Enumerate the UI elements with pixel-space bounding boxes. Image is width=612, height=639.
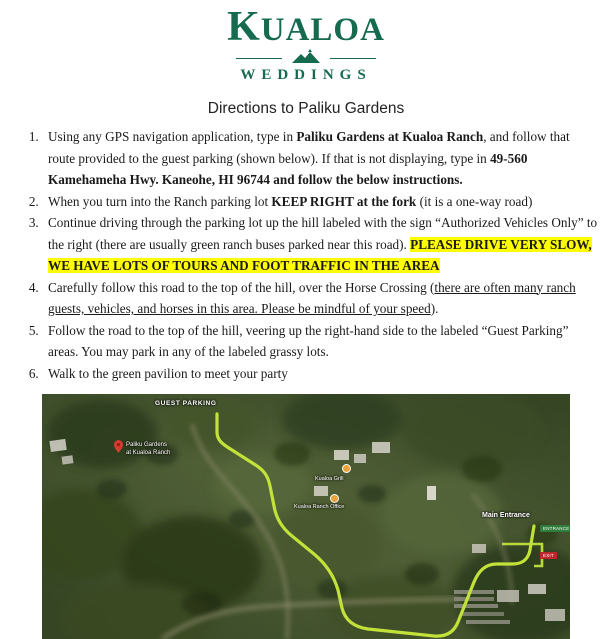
route-map[interactable] — [42, 394, 570, 639]
logo-wordmark — [227, 6, 385, 48]
step-text: Using any GPS navigation application, type in — [48, 129, 297, 144]
step-text: Walk to the green pavilion to meet your party — [48, 365, 288, 381]
direction-step — [42, 212, 598, 277]
map-satellite-image — [42, 394, 570, 639]
logo-letter: K — [227, 4, 261, 50]
map-label-main-entrance: Main Entrance — [482, 512, 530, 519]
logo-subtitle: WEDDINGS — [240, 67, 372, 83]
direction-step — [42, 320, 598, 363]
map-label-paliku-line1: Paliku Gardens — [126, 442, 168, 448]
brand-logo — [0, 0, 612, 84]
step-text: Continue driving through the parking lot up the hill labeled with the sign “Authorized Vehicles Only” to the right (there are usually green ranch buses parked near this road). — [48, 215, 598, 252]
direction-step — [42, 191, 598, 213]
logo-rule-left — [236, 58, 282, 59]
map-marker-kualoa-grill[interactable] — [342, 464, 351, 473]
step-underlined-text: there are often many ranch guests, vehicles, and horses in this area. Please be mindful of your speed — [48, 279, 576, 316]
step-text: Carefully follow this road to the top of the hill, over the Horse Crossing ( — [48, 279, 435, 295]
map-label-paliku-line2: at Kualoa Ranch — [126, 449, 171, 456]
step-text: Follow the road to the top of the hill, veering up the right-hand side to the labeled “Guest Parking” areas. You may park in any of the labeled grassy lots. — [48, 322, 569, 359]
step-highlighted-text: PLEASE DRIVE VERY SLOW, WE HAVE LOTS OF TOURS AND FOOT TRAFFIC IN THE AREA — [48, 236, 592, 273]
step-bold-text: KEEP RIGHT at the fork — [271, 193, 417, 209]
step-text: When you turn into the Ranch parking lot — [48, 193, 272, 209]
page-title: Directions to Paliku Gardens — [207, 100, 405, 117]
map-marker-ranch-office[interactable] — [330, 494, 339, 503]
logo-divider — [236, 49, 376, 65]
map-pin-icon[interactable] — [114, 440, 123, 453]
step-bold-text: 49-560 Kamehameha Hwy. Kaneohe, HI 96744 and follow the below instructions. — [48, 150, 528, 187]
direction-step — [42, 277, 598, 320]
step-text: ). — [430, 301, 439, 316]
map-chip-entrance: ENTRANCE — [540, 525, 570, 532]
directions-list — [0, 126, 612, 384]
map-chip-exit: EXIT — [540, 552, 557, 559]
direction-step — [42, 363, 598, 385]
map-label-guest-parking: GUEST PARKING — [155, 400, 217, 407]
mountain-icon — [286, 49, 326, 65]
map-label-kualoa-grill: Kualoa Grill — [315, 476, 344, 482]
step-text: , and follow that route provided to the guest parking (shown below). If that is not displaying, type in — [48, 129, 570, 166]
map-label-ranch-office: Kualoa Ranch Office — [294, 504, 345, 510]
direction-step — [42, 126, 598, 191]
step-text: (it is a one-way road) — [416, 193, 533, 209]
logo-rule-right — [330, 58, 376, 59]
step-bold-text: Paliku Gardens at Kualoa Ranch — [296, 129, 484, 144]
logo-letter: UALOA — [260, 12, 385, 48]
